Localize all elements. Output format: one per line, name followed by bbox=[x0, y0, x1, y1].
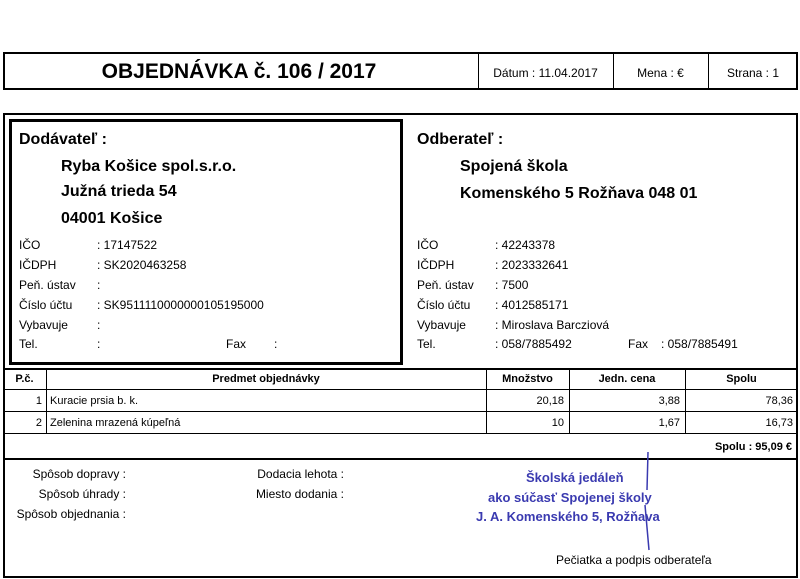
customer-name: Spojená škola bbox=[460, 158, 568, 175]
supplier-bank-label: Peň. ústav bbox=[19, 278, 76, 292]
stamp-line-3: J. A. Komenského 5, Rožňava bbox=[476, 509, 660, 524]
supplier-fax-value: : bbox=[274, 337, 278, 351]
col-header-number: P.č. bbox=[15, 373, 34, 385]
customer-bank-label: Peň. ústav bbox=[417, 278, 474, 292]
customer-bank-value: : 7500 bbox=[495, 278, 529, 292]
supplier-ico-value: : 17147522 bbox=[97, 238, 158, 252]
row-total: 16,73 bbox=[765, 417, 793, 429]
customer-contact-value: : Miroslava Barcziová bbox=[495, 318, 610, 332]
supplier-city: 04001 Košice bbox=[61, 210, 163, 227]
table-header-bottom-line bbox=[3, 389, 798, 390]
row-quantity: 20,18 bbox=[536, 395, 564, 407]
supplier-account-label: Číslo účtu bbox=[19, 298, 73, 312]
col-header-total: Spolu bbox=[726, 373, 757, 385]
customer-contact-label: Vybavuje bbox=[417, 318, 466, 332]
col-header-quantity: Množstvo bbox=[502, 373, 553, 385]
customer-fax-label: Fax bbox=[628, 337, 649, 351]
supplier-contact-label: Vybavuje bbox=[19, 318, 68, 332]
supplier-ico-label: IČO bbox=[19, 238, 41, 252]
customer-address: Komenského 5 Rožňava 048 01 bbox=[460, 185, 698, 202]
row-number: 1 bbox=[35, 395, 42, 407]
supplier-tel-value: : bbox=[97, 337, 101, 351]
transport-label: Spôsob dopravy : bbox=[32, 467, 126, 481]
customer-ico-value: : 42243378 bbox=[495, 238, 556, 252]
table-sum-bottom-line bbox=[3, 458, 798, 460]
customer-ico-label: IČO bbox=[417, 238, 439, 252]
row-item: Kuracie prsia b. k. bbox=[50, 395, 139, 407]
supplier-icdph-label: IČDPH bbox=[19, 258, 57, 272]
row-unit-price: 3,88 bbox=[658, 395, 680, 407]
order-method-label: Spôsob objednania : bbox=[16, 507, 126, 521]
table-top-line bbox=[3, 368, 798, 370]
stamp-line-2: ako súčasť Spojenej školy bbox=[488, 490, 652, 505]
col-header-item: Predmet objednávky bbox=[212, 373, 320, 385]
customer-tel-value: : 058/7885492 bbox=[495, 337, 572, 351]
row-quantity: 10 bbox=[551, 417, 564, 429]
col-header-unit-price: Jedn. cena bbox=[598, 373, 656, 385]
supplier-icdph-value: : SK2020463258 bbox=[97, 258, 187, 272]
stamp-line-1: Školská jedáleň bbox=[526, 470, 624, 485]
customer-tel-label: Tel. bbox=[417, 337, 436, 351]
customer-icdph-label: IČDPH bbox=[417, 258, 455, 272]
signature-mark bbox=[628, 450, 668, 560]
supplier-fax-label: Fax bbox=[226, 337, 247, 351]
order-sum: Spolu : 95,09 € bbox=[714, 441, 792, 453]
customer-icdph-value: : 2023332641 bbox=[495, 258, 569, 272]
order-page: Strana : 1 bbox=[726, 66, 780, 80]
payment-label: Spôsob úhrady : bbox=[38, 487, 126, 501]
table-row1-bottom-line bbox=[3, 411, 798, 412]
delivery-time-label: Dodacia lehota : bbox=[257, 467, 344, 481]
delivery-place-label: Miesto dodania : bbox=[255, 487, 344, 501]
supplier-bank-value: : bbox=[97, 278, 101, 292]
supplier-tel-label: Tel. bbox=[19, 337, 38, 351]
signature-label: Pečiatka a podpis odberateľa bbox=[556, 553, 712, 567]
customer-account-label: Číslo účtu bbox=[417, 298, 471, 312]
supplier-account-value: : SK9511110000000105195000 bbox=[97, 298, 264, 312]
order-currency: Mena : € bbox=[637, 66, 684, 80]
supplier-heading: Dodávateľ : bbox=[19, 131, 107, 148]
order-date: Dátum : 11.04.2017 bbox=[493, 66, 598, 80]
customer-heading: Odberateľ : bbox=[417, 131, 504, 148]
row-unit-price: 1,67 bbox=[658, 417, 680, 429]
row-total: 78,36 bbox=[765, 395, 793, 407]
supplier-street: Južná trieda 54 bbox=[61, 183, 177, 200]
order-title: OBJEDNÁVKA č. 106 / 2017 bbox=[101, 60, 377, 83]
supplier-box bbox=[9, 119, 403, 365]
supplier-contact-value: : bbox=[97, 318, 101, 332]
row-item: Zelenina mrazená kúpeľná bbox=[50, 417, 181, 429]
customer-fax-value: : 058/7885491 bbox=[661, 337, 738, 351]
row-number: 2 bbox=[35, 417, 42, 429]
supplier-name: Ryba Košice spol.s.r.o. bbox=[61, 158, 237, 175]
table-row2-bottom-line bbox=[3, 433, 798, 434]
customer-account-value: : 4012585171 bbox=[495, 298, 569, 312]
